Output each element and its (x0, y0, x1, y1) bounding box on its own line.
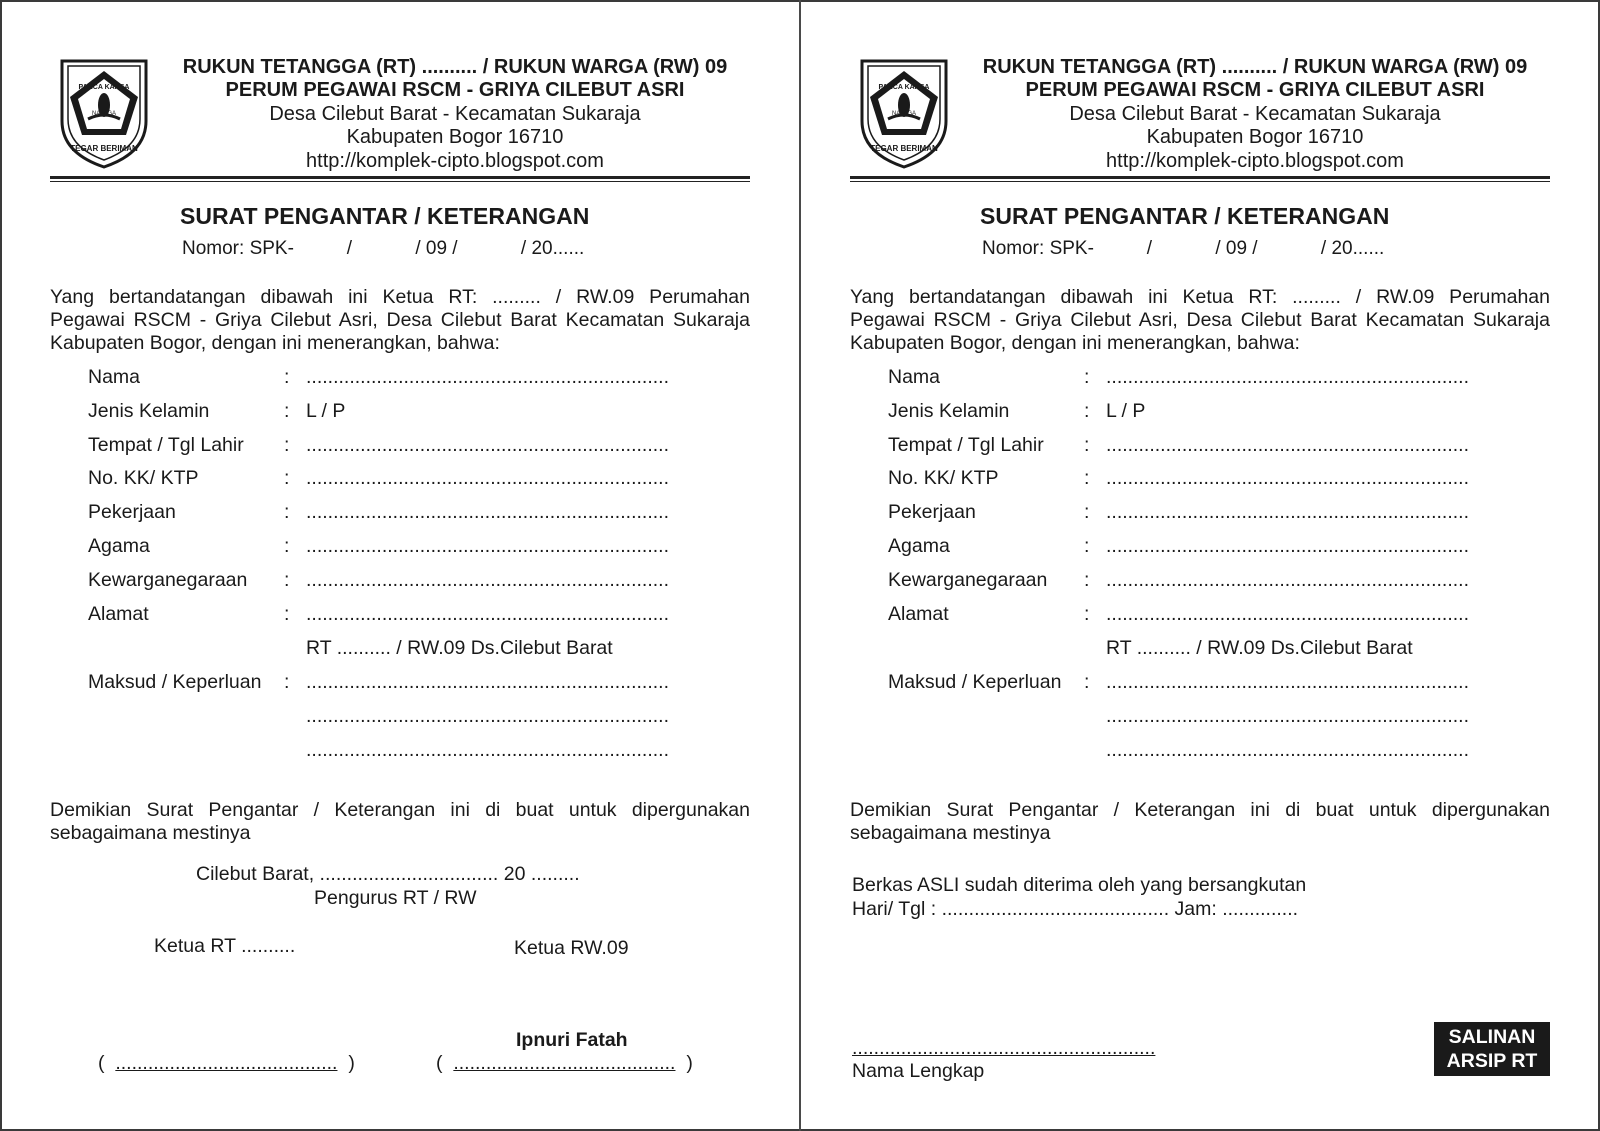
signature-ketua-rw: Ketua RW.09 (514, 937, 629, 959)
signature-line: ......................................... (115, 1052, 338, 1074)
field-gender-choice[interactable]: L / P (1106, 400, 1146, 422)
form-right-archive-copy (850, 0, 1550, 1131)
header-website: http://komplek-cipto.blogspot.com (1106, 150, 1404, 172)
field-blank[interactable]: ................................................................... (1106, 671, 1469, 693)
field-blank[interactable]: ................................................................... (306, 603, 669, 625)
intro-line: Yang bertandatangan dibawah ini Ketua RT: ......... / RW.09 Perumahan (850, 286, 1550, 308)
field-label: Kewarganegaraan (888, 569, 1048, 591)
signature-blank-rt[interactable] (98, 1052, 355, 1075)
field-blank[interactable]: ................................................................... (306, 501, 669, 523)
intro-line: Kabupaten Bogor, dengan ini menerangkan, bahwa: (50, 332, 500, 354)
receipt-date-time[interactable]: Hari/ Tgl : .......................................... Jam: .............. (852, 898, 1299, 920)
closing-paragraph (850, 799, 1550, 845)
intro-line: Yang bertandatangan dibawah ini Ketua RT: ......... / RW.09 Perumahan (50, 286, 750, 308)
closing-line: sebagaimana mestinya (50, 822, 251, 844)
field-colon: : (284, 467, 290, 489)
svg-text:PANCA KARSA: PANCA KARSA (78, 84, 130, 91)
stamp-line: ARSIP RT (1446, 1050, 1538, 1072)
header-perum: PERUM PEGAWAI RSCM - GRIYA CILEBUT ASRI (1025, 79, 1485, 101)
archive-copy-stamp (1434, 1022, 1550, 1076)
field-label: Alamat (88, 603, 149, 625)
closing-line: Demikian Surat Pengantar / Keterangan ini di buat untuk dipergunakan (850, 799, 1550, 821)
header-perum: PERUM PEGAWAI RSCM - GRIYA CILEBUT ASRI (225, 79, 685, 101)
field-label: Nama (88, 366, 141, 388)
header-rule-thick (50, 176, 750, 179)
field-label: Jenis Kelamin (888, 400, 1010, 422)
field-colon: : (284, 400, 290, 422)
receipt-line: Berkas ASLI sudah diterima oleh yang bersangkutan (852, 874, 1307, 896)
field-address-rt[interactable]: RT .......... / RW.09 Ds.Cilebut Barat (1106, 637, 1413, 659)
svg-text:TEGAR BERIMAN: TEGAR BERIMAN (870, 144, 938, 153)
close-paren: ) (348, 1052, 355, 1074)
field-colon: : (284, 603, 290, 625)
field-label: No. KK/ KTP (88, 467, 199, 489)
field-blank[interactable]: ................................................................... (1106, 569, 1469, 591)
field-blank[interactable]: ................................................................... (306, 671, 669, 693)
field-label: Maksud / Keperluan (888, 671, 1062, 693)
svg-text:NAYAGA: NAYAGA (891, 111, 917, 117)
full-name-blank[interactable]: ........................................................ (852, 1037, 1156, 1059)
field-blank[interactable]: ................................................................... (306, 705, 669, 727)
full-name-label: Nama Lengkap (852, 1060, 985, 1082)
field-colon: : (284, 501, 290, 523)
bogor-regency-logo (858, 57, 950, 169)
field-blank[interactable]: ................................................................... (306, 366, 669, 388)
field-label: Pekerjaan (888, 501, 976, 523)
field-colon: : (1084, 501, 1090, 523)
field-gender-choice[interactable]: L / P (306, 400, 346, 422)
field-blank[interactable]: ................................................................... (306, 739, 669, 761)
closing-line: Demikian Surat Pengantar / Keterangan ini di buat untuk dipergunakan (50, 799, 750, 821)
field-blank[interactable]: ................................................................... (1106, 501, 1469, 523)
field-colon: : (284, 535, 290, 557)
field-label: Nama (888, 366, 941, 388)
intro-line: Pegawai RSCM - Griya Cilebut Asri, Desa Cilebut Barat Kecamatan Sukaraja (850, 309, 1550, 331)
field-label: Agama (88, 535, 150, 557)
field-blank[interactable]: ................................................................... (1106, 434, 1469, 456)
header-rule-thin (850, 181, 1550, 182)
svg-text:TEGAR BERIMAN: TEGAR BERIMAN (70, 144, 138, 153)
header-rule-thick (850, 176, 1550, 179)
header-desa: Desa Cilebut Barat - Kecamatan Sukaraja (269, 103, 641, 125)
header-rt-rw: RUKUN TETANGGA (RT) .......... / RUKUN WARGA (RW) 09 (982, 56, 1528, 78)
signature-line: ......................................... (453, 1052, 676, 1074)
signature-rw-name: Ipnuri Fatah (516, 1029, 628, 1051)
field-colon: : (1084, 603, 1090, 625)
header-desa: Desa Cilebut Barat - Kecamatan Sukaraja (1069, 103, 1441, 125)
field-label: No. KK/ KTP (888, 467, 999, 489)
field-colon: : (284, 434, 290, 456)
form-left-original (50, 0, 750, 1131)
intro-line: Kabupaten Bogor, dengan ini menerangkan, bahwa: (850, 332, 1300, 354)
closing-line: sebagaimana mestinya (850, 822, 1051, 844)
header-rt-rw: RUKUN TETANGGA (RT) .......... / RUKUN WARGA (RW) 09 (182, 56, 728, 78)
field-colon: : (1084, 569, 1090, 591)
closing-paragraph (50, 799, 750, 845)
field-colon: : (1084, 467, 1090, 489)
field-colon: : (1084, 671, 1090, 693)
field-label: Kewarganegaraan (88, 569, 248, 591)
field-blank[interactable]: ................................................................... (306, 569, 669, 591)
center-fold-line (799, 0, 801, 1131)
field-label: Agama (888, 535, 950, 557)
intro-paragraph (50, 286, 750, 355)
field-label: Tempat / Tgl Lahir (888, 434, 1044, 456)
svg-text:PANCA KARSA: PANCA KARSA (878, 84, 930, 91)
header-kabupaten: Kabupaten Bogor 16710 (346, 126, 564, 148)
field-label: Alamat (888, 603, 949, 625)
field-blank[interactable]: ................................................................... (1106, 535, 1469, 557)
field-blank[interactable]: ................................................................... (306, 467, 669, 489)
field-address-rt[interactable]: RT .......... / RW.09 Ds.Cilebut Barat (306, 637, 613, 659)
field-label: Pekerjaan (88, 501, 176, 523)
field-label: Maksud / Keperluan (88, 671, 262, 693)
field-blank[interactable]: ................................................................... (1106, 603, 1469, 625)
field-colon: : (284, 366, 290, 388)
field-label: Tempat / Tgl Lahir (88, 434, 244, 456)
field-colon: : (284, 671, 290, 693)
field-blank[interactable]: ................................................................... (1106, 467, 1469, 489)
field-label: Jenis Kelamin (88, 400, 210, 422)
document-title: SURAT PENGANTAR / KETERANGAN (980, 203, 1390, 229)
signature-pengurus: Pengurus RT / RW (314, 887, 477, 909)
header-rule-thin (50, 181, 750, 182)
header-kabupaten: Kabupaten Bogor 16710 (1146, 126, 1364, 148)
field-blank[interactable]: ................................................................... (306, 535, 669, 557)
receipt-note (852, 873, 1306, 921)
header-website: http://komplek-cipto.blogspot.com (306, 150, 604, 172)
field-colon: : (1084, 366, 1090, 388)
open-paren: ( (98, 1052, 105, 1074)
intro-paragraph (850, 286, 1550, 355)
field-blank[interactable]: ................................................................... (1106, 366, 1469, 388)
signature-ketua-rt: Ketua RT .......... (154, 935, 296, 957)
field-colon: : (284, 569, 290, 591)
document-title: SURAT PENGANTAR / KETERANGAN (180, 203, 590, 229)
signature-date-line[interactable]: Cilebut Barat, ................................. 20 ......... (196, 863, 580, 885)
field-colon: : (1084, 535, 1090, 557)
bogor-regency-logo (58, 57, 150, 169)
open-paren: ( (436, 1052, 443, 1074)
signature-blank-rw[interactable] (436, 1052, 693, 1075)
stamp-line: SALINAN (1448, 1026, 1536, 1048)
field-blank[interactable]: ................................................................... (1106, 705, 1469, 727)
document-number: Nomor: SPK- / / 09 / / 20...... (982, 238, 1385, 259)
svg-text:NAYAGA: NAYAGA (91, 111, 117, 117)
close-paren: ) (686, 1052, 693, 1074)
intro-line: Pegawai RSCM - Griya Cilebut Asri, Desa Cilebut Barat Kecamatan Sukaraja (50, 309, 750, 331)
document-number: Nomor: SPK- / / 09 / / 20...... (182, 238, 585, 259)
field-colon: : (1084, 434, 1090, 456)
field-blank[interactable]: ................................................................... (306, 434, 669, 456)
field-colon: : (1084, 400, 1090, 422)
field-blank[interactable]: ................................................................... (1106, 739, 1469, 761)
